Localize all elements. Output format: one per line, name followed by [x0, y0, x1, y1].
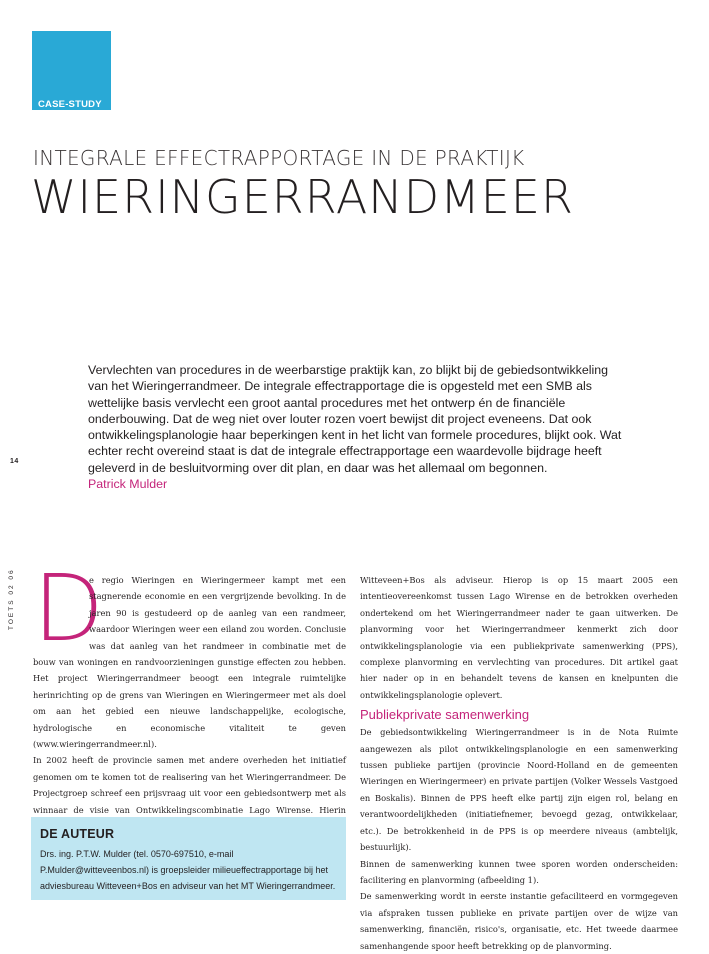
author-box: [31, 817, 346, 900]
body-paragraph: Witteveen+Bos als adviseur. Hierop is op 15 maart 2005 een intentieovereenkomst tussen Lago Wirense en de betrokken overheden ondertekend om het Wieringerrandmeer nader te gaan uitwerken. De planvorming voor het Wieringerrandmeer kenmerkt zich door ontwikkelingsplanologie via een publiekprivate samenwerking (PPS), complexe planvorming en vervlechting van procedures. Dit artikel gaat hier nader op in en behandelt tevens de kansen en knelpunten die ontwikkelingsplanologie oplevert.: [360, 575, 678, 700]
section-heading: Publiekprivate samenwerking: [360, 707, 530, 723]
intro-author: Patrick Mulder: [88, 477, 168, 492]
article-title: WIERINGERRANDMEER: [31, 170, 574, 224]
intro-text: Vervlechten van procedures in de weerbarstige praktijk kan, zo blijkt bij de gebiedsontwikkeling van het Wieringerrandmeer. De integrale effectrapportage die is opgesteld met een SMB als wettelijke basis vervlecht een groot aantal procedures met het ontwerp én de financiële onderbouwing. Dat de weg niet over louter rozen voert bewijst dit project eveneens. Dat ook ontwikkelingsplanologie haar beperkingen kent in het licht van formele procedures, blijkt ook. Wat echter recht overeind staat is dat de integrale effectrapportage een waardevolle bijdrage heeft geleverd in de besluitvorming over dit plan, en daar was het allemaal om begonnen.: [88, 363, 622, 475]
intro-paragraph: [88, 362, 628, 492]
body-paragraph: e regio Wieringen en Wieringermeer kampt met een stagnerende economie en een vergrijzende bevolking. In de jaren 90 is gestudeerd op de aanleg van een randmeer, waardoor Wieringen weer een eiland zou worden. Conclusie was dat aanleg van het randmeer in combinatie met de bouw van woningen en randvoorzieningen gunstige effecten zou hebben. Het project Wieringerrandmeer beoogt een integrale ruimtelijke herinrichting op de grens van Wieringen en Wieringermeer met als doel om aan het gebied een nieuwe landschappelijke, ecologische, hydrologische en economische vitaliteit te geven (www.wieringerrandmeer.nl).: [33, 575, 346, 750]
author-box-text: Drs. ing. P.T.W. Mulder (tel. 0570-697510, e-mail P.Mulder@witteveenbos.nl) is groepsleider milieueffectrapportage bij het adviesbureau Witteveen+Bos en adviseur van het MT Wieringerrandmeer.: [40, 849, 336, 892]
body-paragraph: De gebiedsontwikkeling Wieringerrandmeer is in de Nota Ruimte aangewezen als pilot ontwikkelingsplanologie en een samenwerking tussen publieke partijen (provincie Noord-Holland en de gemeenten Wieringen en Wieringermeer) en private partijen (Volker Wessels Vastgoed en Boskalis). Binnen de PPS heeft elke partij zijn eigen rol, belang en verantwoordelijkheden (initiatiefnemer, bevoegd gezag, ontwikkelaar, etc.). De betrokkenheid in de PPS is op meerdere niveaus (ambtelijk, bestuurlijk).: [360, 727, 678, 853]
body-paragraph: De samenwerking wordt in eerste instantie gefaciliteerd en vormgegeven via afspraken tussen publieke en private partijen over de wijze van samenwerking, financiën, risico's, organisatie, etc. Het tweede daarmee samenhangende spoor heeft betrekking op de planvorming.: [360, 891, 678, 951]
section-label: CASE-STUDY: [38, 99, 102, 110]
drop-cap: D: [33, 555, 104, 662]
author-box-title: DE AUTEUR: [40, 827, 115, 841]
body-column-1: [33, 555, 346, 835]
body-paragraph: In 2002 heeft de provincie samen met andere overheden het initiatief genomen om te komen tot de realisering van het Wieringerrandmeer. De Projectgroep schreef een prijsvraag uit voor een gebiedsontwerp met als winnaar de visie van Ontwikkelingscombinatie Lago Wirense. Hierin: [33, 755, 346, 815]
article-subtitle: INTEGRALE EFFECTRAPPORTAGE IN DE PRAKTIJK: [33, 146, 525, 170]
issue-label: TOETS 02 06: [8, 568, 15, 630]
page-number: 14: [10, 458, 19, 465]
body-column-2: [360, 572, 678, 954]
body-paragraph: Binnen de samenwerking kunnen twee sporen worden onderscheiden: facilitering en planvorming (afbeelding 1).: [360, 858, 678, 885]
